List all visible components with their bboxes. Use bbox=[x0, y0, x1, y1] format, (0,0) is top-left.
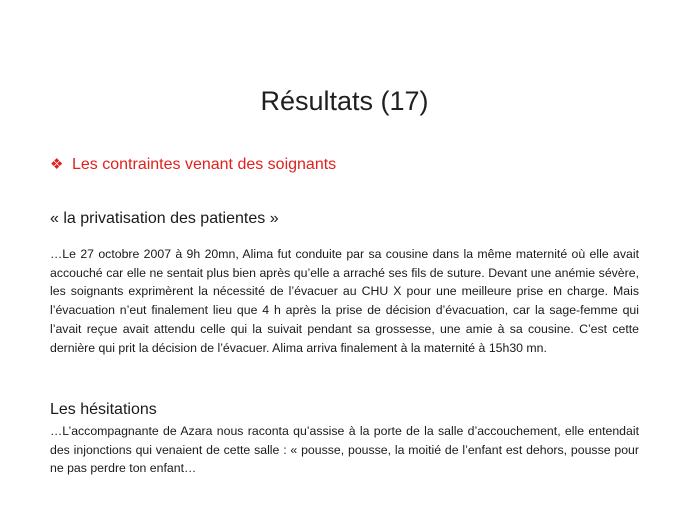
paragraph-azara: …L’accompagnante de Azara nous raconta qu’assise à la porte de la salle d’accouchement, elle entendait des injonctions qui venaient de cette salle : « pousse, pousse, la moitié de l’enfant est dehors, pousse pour ne pas perdre ton enfant… bbox=[50, 424, 639, 476]
bullet-point bbox=[50, 154, 336, 176]
slide-title: Résultats (17) bbox=[260, 86, 429, 116]
section-heading-hesitations: Les hésitations bbox=[50, 401, 157, 418]
paragraph-alima: …Le 27 octobre 2007 à 9h 20mn, Alima fut conduite par sa cousine dans la même maternité où elle avait accouché car elle ne sentait plus bien après qu’elle a arraché ses fils de suture. Devant une anémie sévère, les soignants exprimèrent la nécessité de l’évacuer au CHU X pour une meilleure prise en charge. Mais l’évacuation n’eut finalement lieu que 4 h après la prise de décision d’évacuation, car la sage-femme qui l’avait reçue avait attendu celle qui la suivait pendant sa grossesse, une amie à sa cousine. C’est cette dernière qui prit la décision de l’évacuer. Alima arriva finalement à la maternité à 15h30 mn. bbox=[50, 247, 639, 355]
diamond-bullet-icon: ❖ bbox=[50, 156, 64, 173]
bullet-text: Les contraintes venant des soignants bbox=[72, 156, 337, 173]
subheading-privatisation: « la privatisation des patientes » bbox=[50, 210, 279, 227]
